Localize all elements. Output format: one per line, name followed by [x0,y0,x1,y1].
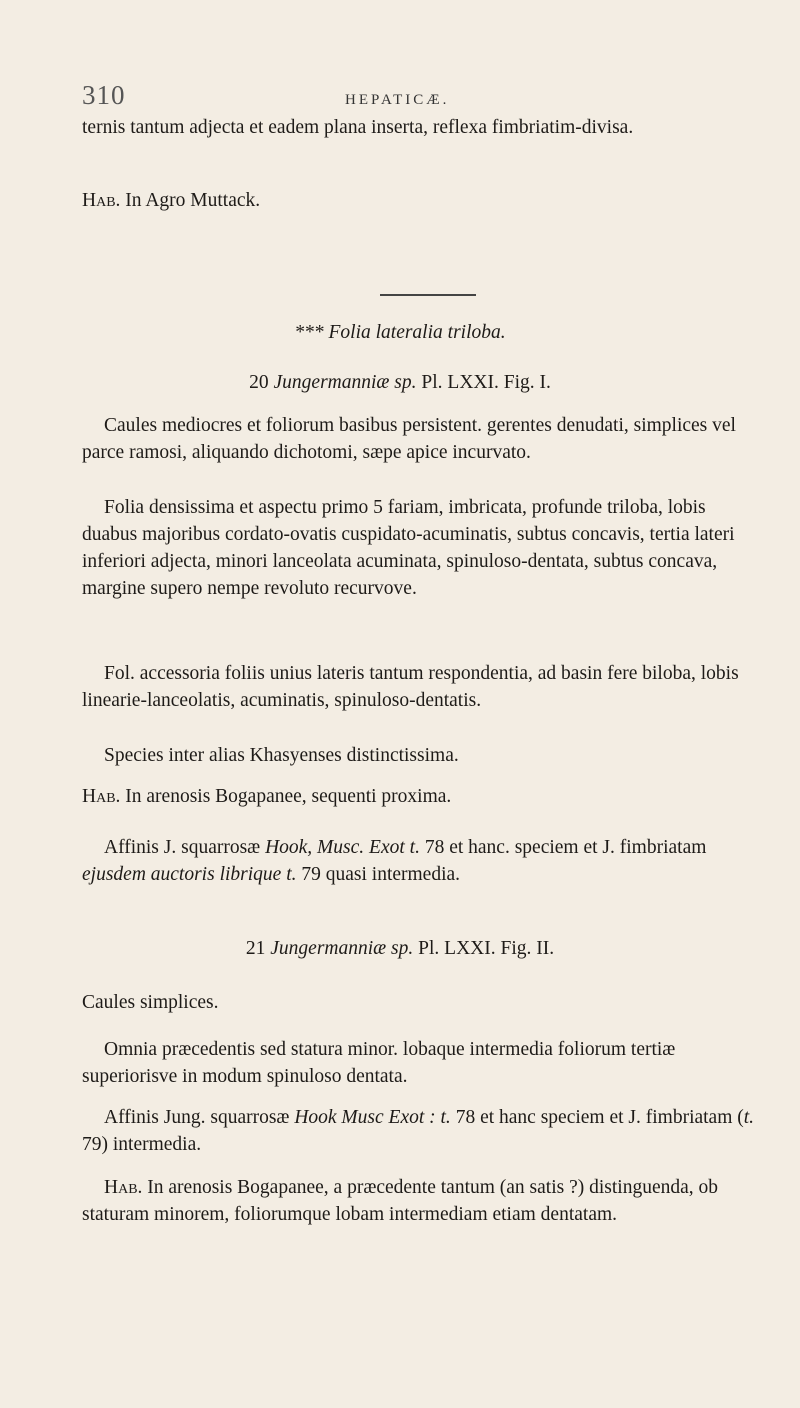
paragraph-species-20: Species inter alias Khasyenses distinctissima. [104,745,459,766]
habitat-line-2 [82,786,451,808]
affinis-mid: 78 et hanc. speciem et J. fimbriatam [424,837,707,858]
affinis-post: 79 quasi intermedia. [301,864,461,885]
paragraph-caules-20: Caules mediocres et foliorum basibus persistent. gerentes denudati, simplices vel parce ramosi, aliquando dichotomi, sæpe apice incurvato. [82,415,736,463]
paragraph-omnia-21: Omnia præcedentis sed statura minor. lobaque intermedia foliorum tertiæ superiorisve in modum spinuloso dentata. [82,1039,676,1087]
hab-label: Hab. [82,786,121,807]
page-number: 310 [82,80,126,110]
section-heading: *** Folia lateralia triloba. [294,322,506,343]
species-heading-21 [0,938,800,960]
habitat-line-1 [82,190,260,212]
affinis-mid: 78 et hanc speciem et J. fimbriatam ( [455,1107,744,1128]
paragraph-affinis-20 [82,834,762,888]
affinis-ref-2: ejusdem auctoris librique t. [82,864,297,885]
hab-label: Hab. [104,1177,143,1198]
affinis-post: 79) intermedia. [82,1134,202,1155]
species-number: 20 [249,372,269,393]
species-name: Jungermanniæ sp. [273,372,417,393]
species-number: 21 [245,938,266,959]
paragraph-folia-20: Folia densissima et aspectu primo 5 fariam, imbricata, profunde triloba, lobis duabus majoribus cordato-ovatis cuspidato-acuminatis, subtus concavis, tertia lateri inferiori adjecta, minori lanceolata acuminata, spinuloso-dentata, subtus concava, margine supero nempe revoluto recurvove. [82,497,735,599]
continuation-paragraph: ternis tantum adjecta et eadem plana inserta, reflexa fimbriatim-divisa. [82,117,634,138]
plate-reference: Pl. LXXI. Fig. II. [418,938,555,959]
hab-label: Hab. [82,190,121,211]
paragraph-accessoria-20: Fol. accessoria foliis unius lateris tantum respondentia, ad basin fere biloba, lobis linearie-lanceolatis, acuminatis, spinuloso-dentatis. [82,663,739,711]
affinis-ref-1: Hook, Musc. Exot t. [265,837,420,858]
habitat-paragraph-3 [82,1174,762,1228]
affinis-pre: Affinis Jung. squarrosæ [104,1107,290,1128]
species-name: Jungermanniæ sp. [270,938,414,959]
affinis-ref-1: Hook Musc Exot : t. [294,1107,451,1128]
hab-text: In Agro Muttack. [125,190,261,211]
affinis-ref-2: t. [743,1107,755,1128]
paragraph-caules-21: Caules simplices. [82,992,219,1013]
paragraph-affinis-21 [82,1104,762,1158]
species-heading-20 [0,372,800,394]
affinis-pre: Affinis J. squarrosæ [104,837,261,858]
plate-reference: Pl. LXXI. Fig. I. [421,372,551,393]
section-divider [380,294,476,296]
hab-text: In arenosis Bogapanee, sequenti proxima. [125,786,452,807]
running-head: HEPATICÆ. [345,92,450,108]
hab-text: In arenosis Bogapanee, a præcedente tantum (an satis ?) distinguenda, ob staturam minorem, foliorumque lobam intermediam etiam dentatam. [82,1177,719,1225]
